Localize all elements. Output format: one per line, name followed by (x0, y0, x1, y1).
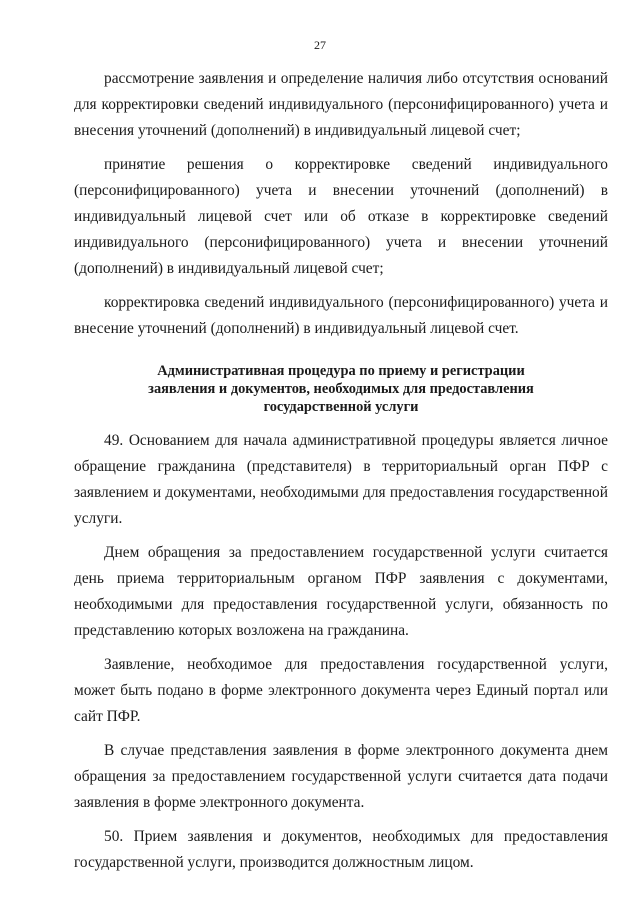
section-heading-line: Административная процедура по приему и регистрации (157, 363, 525, 379)
paragraph: В случае представления заявления в форме электронного документа днем обращения за предоставлением государственной услуги считается дата подачи заявления в форме электронного документа. (74, 742, 608, 811)
paragraph: Днем обращения за предоставлением государственной услуги считается день приема территориальным органом ПФР заявления с документами, необходимыми для предоставления государственной услуги, обязанность по представлению которых возложена на гражданина. (74, 544, 608, 639)
paragraph: 49. Основанием для начала административной процедуры является личное обращение гражданина (представителя) в территориальный орган ПФР с заявлением и документами, необходимыми для предоставления государственной услуги. (74, 432, 608, 527)
paragraph: принятие решения о корректировке сведений индивидуального (персонифицированного) учета и внесении уточнений (дополнений) в индивидуальный лицевой счет или об отказе в корректировке сведений индивидуального (персонифицированного) учета и внесении уточнений (дополнений) в индивидуальный лицевой счет; (74, 156, 608, 277)
section-heading-line: государственной услуги (263, 399, 419, 415)
paragraph: рассмотрение заявления и определение наличия либо отсутствия оснований для корректировки сведений индивидуального (персонифицированного) учета и внесения уточнений (дополнений) в индивидуальный лицевой счет; (74, 70, 608, 139)
page-number: 27 (314, 38, 326, 52)
section-heading-line: заявления и документов, необходимых для предоставления (148, 381, 534, 397)
document-body (74, 66, 608, 876)
paragraph: Заявление, необходимое для предоставления государственной услуги, может быть подано в форме электронного документа через Единый портал или сайт ПФР. (74, 656, 608, 725)
section-heading (74, 362, 608, 416)
paragraph: 50. Прием заявления и документов, необходимых для предоставления государственной услуги, производится должностным лицом. (74, 828, 608, 871)
paragraph: корректировка сведений индивидуального (персонифицированного) учета и внесение уточнений (дополнений) в индивидуальный лицевой счет. (74, 294, 608, 337)
